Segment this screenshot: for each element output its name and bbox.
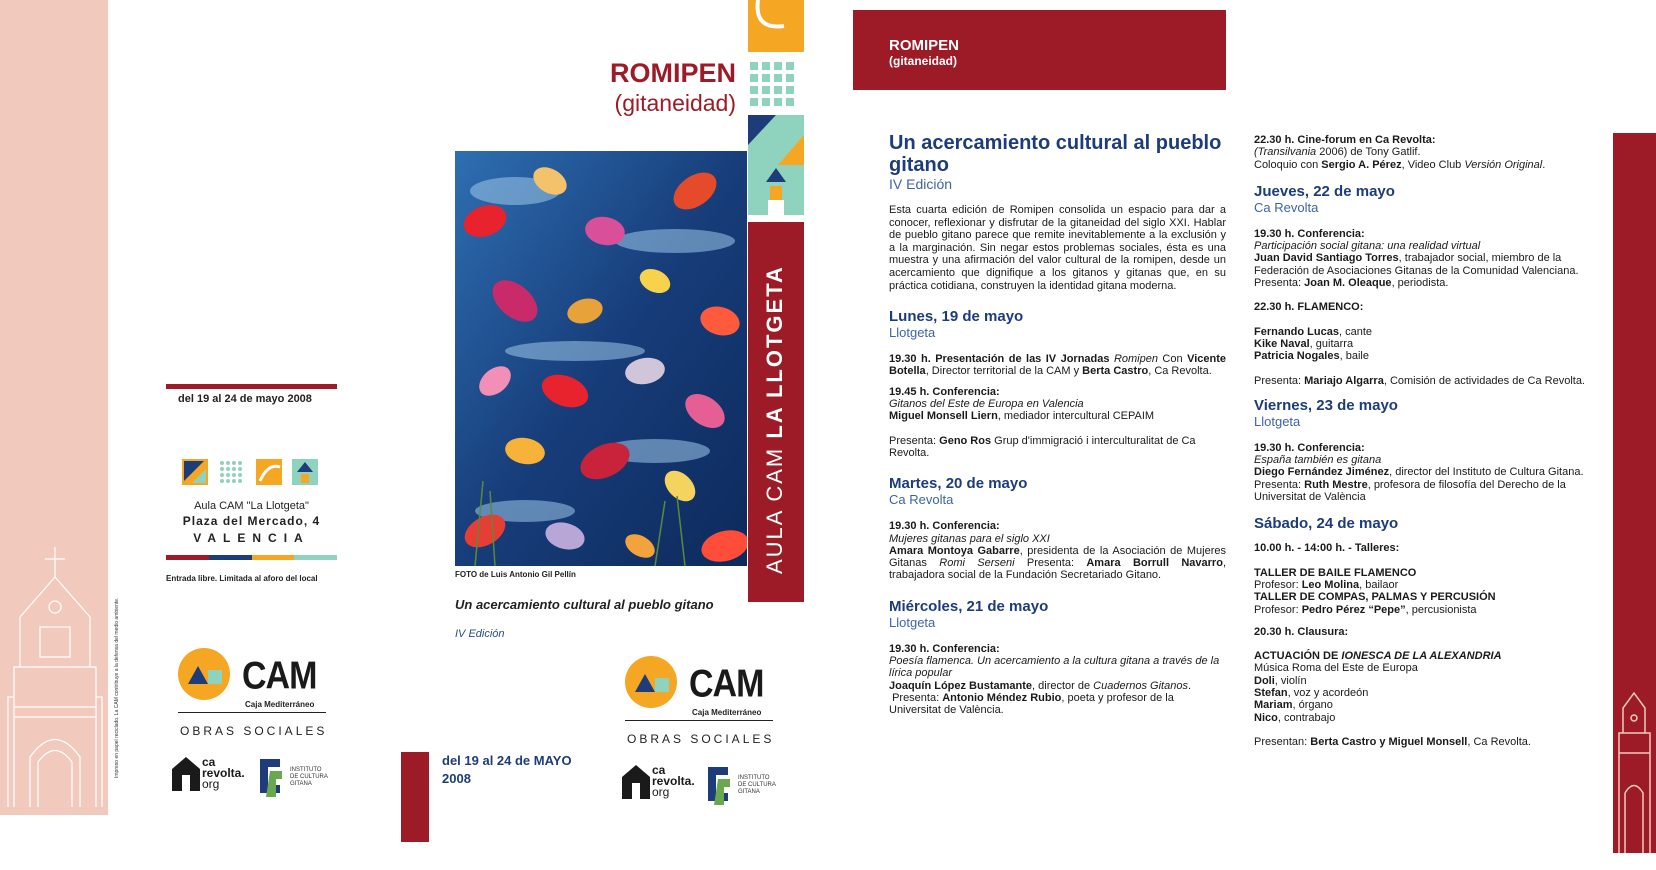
obras-sociales: OBRAS SOCIALES xyxy=(180,724,328,738)
cover-subtitle: (gitaneidad) xyxy=(614,90,736,116)
vertical-title xyxy=(762,265,788,574)
cover-title: ROMIPEN xyxy=(609,58,736,88)
cam-subtitle: Caja Mediterráneo xyxy=(245,700,315,709)
day-monday: Lunes, 19 de mayo xyxy=(889,308,1024,326)
venue-city: VALENCIA xyxy=(193,531,310,545)
day-wednesday: Miércoles, 21 de mayo xyxy=(889,597,1049,615)
icg-cover-l3: GITANA xyxy=(738,789,760,795)
venue-block xyxy=(166,500,337,545)
vertical-title-bold: LA LLOTGETA xyxy=(762,265,787,439)
place-tuesday: Ca Revolta xyxy=(889,492,954,508)
program-column-2 xyxy=(1254,134,1594,748)
program-header-subtitle: (gitaneidad) xyxy=(889,54,957,68)
place-wednesday: Llotgeta xyxy=(889,614,936,630)
event-monday-1: 19.30 h. Presentación de las IV Jornadas Romipen Con Vicente Botella, Director territorial de la CAM y Berta Castro, Ca Revolta. xyxy=(889,353,1226,378)
carevolta-cover-l2: revolta. xyxy=(652,774,695,788)
icg-cover-l1: INSTITUTO xyxy=(738,775,770,781)
cover-photo xyxy=(455,151,747,566)
carevolta-l1: ca xyxy=(202,755,216,769)
small-icons-row xyxy=(182,459,322,485)
program-column-1 xyxy=(889,132,1226,717)
carevolta-logo xyxy=(172,755,245,797)
obras-rule-cover xyxy=(625,720,773,721)
cam-subtitle-cover: Caja Mediterráneo xyxy=(692,708,762,717)
cam-wordmark-cover: CAM xyxy=(689,662,764,706)
event-tuesday: 19.30 h. Conferencia: Mujeres gitanas para el siglo XXI Amara Montoya Gabarre, presidenta de la Asociación de Mujeres Gitanas Romi Serseni Presenta: Amara Borrull Navarro, trabajadora social de la Fundación Secretariado Gitano. xyxy=(889,520,1226,582)
event-wednesday: 19.30 h. Conferencia: Poesía flamenca. Un acercamiento a la cultura gitana a través de la lírica popular Joaquín López Bustamante, director de Cuadernos Gitanos. Presenta: Antonio Méndez Rubio, poeta y profesor de la Universitat de València. xyxy=(889,642,1220,717)
program-header-title: ROMIPEN xyxy=(889,37,960,54)
day-saturday: Sábado, 24 de mayo xyxy=(1254,515,1399,533)
cover-dates-line2: 2008 xyxy=(442,771,471,786)
program-heading: Un acercamiento cultural al pueblo gitano xyxy=(889,132,1222,176)
program-intro: Esta cuarta edición de Romipen consolida un espacio para dar a conocer, reflexionar y disfrutar de la gitaneidad del siglo XXI. Hablar de pueblo gitano parece que remite inevitablemente a la exclusión y a la marginación. Sin negar estos problemas sociales, ésta es una muestra y una afirmación del valor cultural de la romipen, desde un acercamiento que dignifique a los gitanos y gitanas que, en su práctica cotidiana, construyen la identidad gitana moderna. xyxy=(889,204,1226,292)
photo-credit: FOTO de Luis Antonio Gil Pellín xyxy=(455,570,576,579)
recycled-note-box xyxy=(114,548,126,778)
event-saturday-clausura: 20.30 h. Clausura: ACTUACIÓN DE IONESCA DE LA ALEXANDRIA Música Roma del Este de Europa Doli, violín Stefan, voz y acordeón Mariam, órgano Nico, contrabajo Presentan: Berta Castro y Miguel Monsell, Ca Revolta. xyxy=(1254,625,1531,748)
left-decorative-strip xyxy=(0,0,108,815)
place-monday: Llotgeta xyxy=(889,325,936,341)
icg-mark-icon xyxy=(700,763,734,807)
cam-wordmark: CAM xyxy=(242,654,317,698)
place-thursday: Ca Revolta xyxy=(1254,199,1319,215)
event-friday: 19.30 h. Conferencia: España también es gitana Diego Fernández Jiménez, director del Instituto de Cultura Gitana. Presenta: Ruth Mestre, profesora de filosofía del Derecho de la Universitat de València xyxy=(1254,441,1584,504)
event-monday-2: 19.45 h. Conferencia: Gitanos del Este de Europa en Valencia Miguel Monsell Liern, mediador intercultural CEPAIM Presenta: Geno Ros Grup d'immigració i interculturalitat de Ca Revolta. xyxy=(889,385,1196,459)
venue-address: Plaza del Mercado, 4 xyxy=(182,514,321,528)
entry-note: Entrada libre. Limitada al aforo del local xyxy=(166,574,318,583)
carevolta-cover-l3: org xyxy=(652,785,670,799)
icg-logo xyxy=(252,755,332,799)
icg-mark-icon xyxy=(252,755,286,799)
cover-tiles-column xyxy=(748,0,804,215)
cover-tagline: Un acercamiento cultural al pueblo gitano xyxy=(455,597,714,612)
icg-logo-cover xyxy=(700,763,780,807)
top-rule xyxy=(166,384,337,389)
house-icon xyxy=(622,765,650,799)
carevolta-l2: revolta. xyxy=(202,766,245,780)
place-friday: Llotgeta xyxy=(1254,413,1301,429)
icg-cover-l2: DE CULTURA xyxy=(738,782,776,788)
day-tuesday: Martes, 20 de mayo xyxy=(889,475,1028,493)
cover-dates-line1: del 19 al 24 de MAYO xyxy=(442,753,572,768)
day-thursday: Jueves, 22 de mayo xyxy=(1254,182,1395,200)
house-icon xyxy=(172,757,200,791)
vertical-title-bar xyxy=(748,222,804,602)
icg-l3: GITANA xyxy=(290,781,312,787)
cover-dates xyxy=(442,752,572,788)
event-cineforum: 22.30 h. Cine-forum en Ca Revolta: (Transilvania 2006) de Tony Gatlif. Coloquio con Sergio A. Pérez, Video Club Versión Original. xyxy=(1254,134,1546,171)
icg-l1: INSTITUTO xyxy=(290,767,322,773)
obras-rule xyxy=(178,712,326,713)
right-decorative-strip xyxy=(1613,133,1656,853)
carevolta-l3: org xyxy=(202,777,220,791)
obras-sociales-cover: OBRAS SOCIALES xyxy=(627,732,775,746)
cover-red-block xyxy=(401,752,429,842)
event-thursday-1: 19.30 h. Conferencia: Participación social gitana: una realidad virtual Juan David Santiago Torres, trabajador social, miembro de la Federación de Asociaciones Gitanas de la Comunidad Valenciana. Presenta: Joan M. Oleaque, periodista. xyxy=(1254,227,1579,290)
recycled-note: Impreso en papel reciclado. La CAM contribuye a la defensa del medio ambiente. xyxy=(114,597,120,778)
carevolta-cover-l1: ca xyxy=(652,763,666,777)
day-friday: Viernes, 23 de mayo xyxy=(1254,396,1398,414)
carevolta-logo-cover xyxy=(622,763,695,805)
program-edition: IV Edición xyxy=(889,176,953,192)
venue-name: Aula CAM "La Llotgeta" xyxy=(194,500,309,512)
colored-rule xyxy=(166,555,337,560)
left-date-range: del 19 al 24 de mayo 2008 xyxy=(178,393,312,405)
icg-l2: DE CULTURA xyxy=(290,774,328,780)
event-thursday-2: 22.30 h. FLAMENCO: Fernando Lucas, cante Kike Naval, guitarra Patricia Nogales, baile Presenta: Mariajo Algarra, Comisión de actividades de Ca Revolta. xyxy=(1254,301,1585,387)
cover-edition: IV Edición xyxy=(455,628,505,640)
church-tower-illustration xyxy=(0,507,108,807)
cam-logo-circle-cover xyxy=(625,656,681,708)
event-saturday-talleres: 10.00 h. - 14:00 h. - Talleres: TALLER DE BAILE FLAMENCO Profesor: Leo Molina, bailaor TALLER DE COMPAS, PALMAS Y PERCUSIÓN Profesor: Pedro Pérez “Pepe”, percusionista xyxy=(1254,542,1496,616)
vertical-title-light: AULA CAM xyxy=(762,438,787,574)
program-header xyxy=(853,10,1226,90)
